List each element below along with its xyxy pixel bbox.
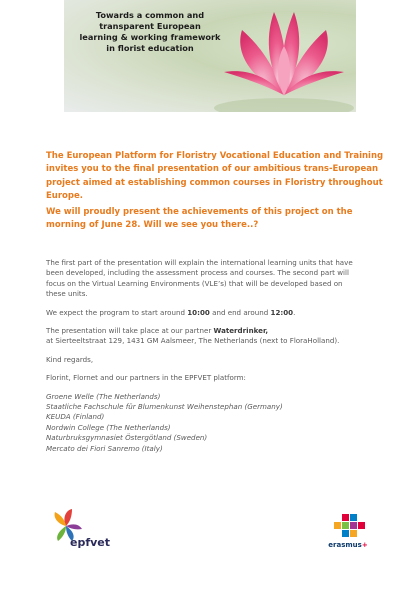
program-text: and end around [209, 307, 271, 317]
program-times [46, 308, 358, 318]
lotus-flower-image [214, 0, 356, 112]
partner-item: KEUDA (Finland) [46, 412, 105, 422]
partner-item: Mercato dei Fiori Sanremo (Italy) [46, 443, 163, 453]
location-text: The presentation will take place at our partner [46, 326, 214, 336]
location-address: at Sierteeltstraat 129, 1431 GM Aalsmeer, The Netherlands (next to FloraHolland). [46, 336, 340, 346]
erasmus-wordmark [326, 541, 370, 549]
hero-title-line: Towards a common and [95, 10, 205, 20]
hero-banner [64, 0, 356, 112]
hero-title [64, 10, 236, 54]
intro-paragraph: The European Platform for Floristry Vocational Education and Training invites you to the final presentation of our ambitious trans-European project aimed at establishing common courses in Floristry throughout Europe. [46, 151, 384, 202]
partners-intro: Florint, Flornet and our partners in the EPFVET platform: [46, 373, 246, 383]
hero-title-line: learning & working framework [79, 32, 221, 42]
erasmus-logo [326, 512, 370, 558]
partner-item: Naturbruksgymnasiet Östergötland (Sweden) [46, 433, 208, 443]
intro-paragraph: We will proudly present the achievements of this project on the morning of June 28. Will we see you there..? [46, 206, 353, 231]
hero-title-line: transparent European [99, 21, 201, 31]
partner-name: Waterdrinker, [213, 326, 269, 336]
erasmus-plus-icon [326, 512, 370, 540]
end-time: 12:00 [270, 307, 294, 317]
partner-item: Groene Welle (The Netherlands) [46, 391, 161, 401]
epfvet-logo [52, 508, 112, 554]
start-time: 10:00 [187, 307, 210, 317]
program-text: We expect the program to start around [46, 307, 188, 317]
body-paragraph: The first part of the presentation will explain the international learning units that have been developed, including the assessment process and courses. The second part will focus on the Virtual Learning Environments (VLE’s) that will be developed based on these units. [46, 258, 353, 299]
partner-item: Staatliche Fachschule für Blumenkunst Weihenstephan (Germany) [46, 402, 283, 412]
location-paragraph [46, 326, 358, 347]
intro-text [46, 150, 386, 232]
body-text [46, 258, 358, 454]
epfvet-wordmark: epfvet [70, 536, 111, 549]
program-text: . [293, 307, 296, 317]
erasmus-word: erasmus [328, 541, 362, 549]
partner-item: Nordwin College (The Netherlands) [46, 422, 171, 432]
erasmus-plus-sign: + [361, 541, 368, 549]
regards: Kind regards, [46, 354, 94, 364]
partners-list [46, 392, 358, 454]
hero-title-line: in florist education [106, 43, 194, 53]
